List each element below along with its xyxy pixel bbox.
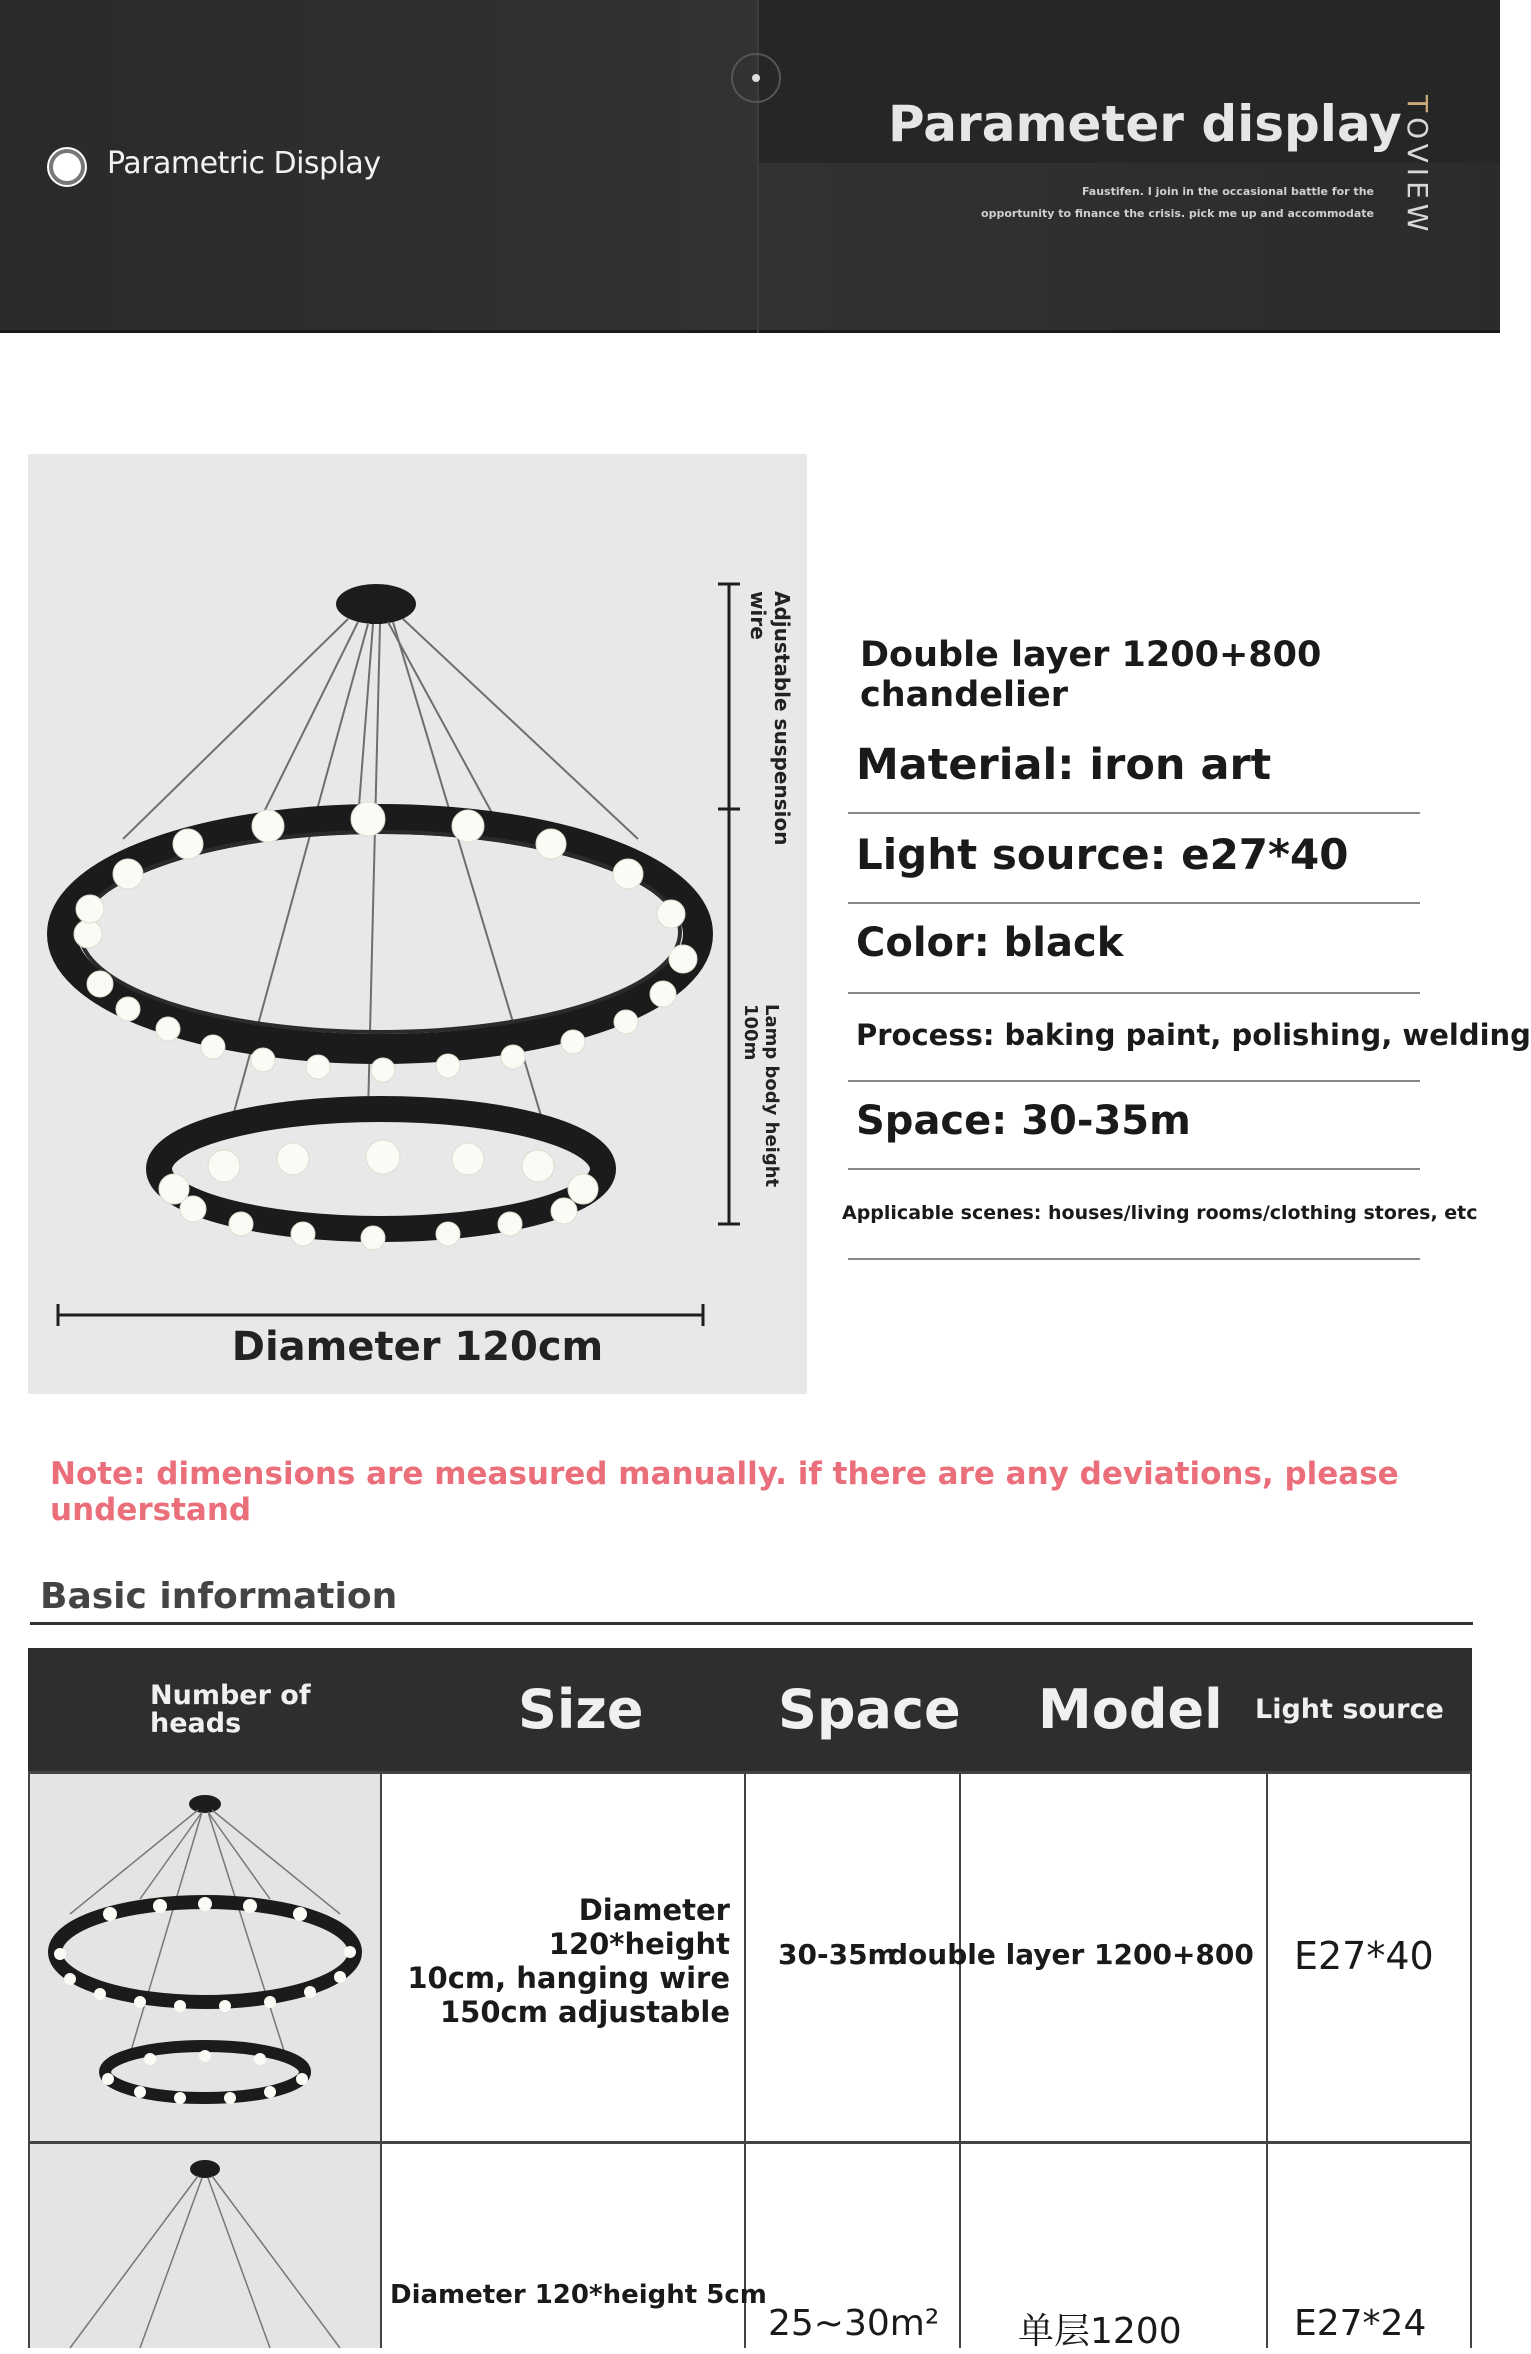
header-banner — [0, 0, 1500, 333]
col-divider — [959, 1771, 961, 2348]
header-space: Space — [778, 1678, 961, 1741]
row-2-model: 单层1200 — [1018, 2311, 1182, 2352]
spec-space-text: Space: 30-35m — [856, 1098, 1191, 1144]
spec-process-text: Process: baking paint, polishing, welding — [856, 1018, 1531, 1052]
spec-material-text: Material: iron art — [856, 740, 1272, 790]
body-height-dimension-label — [740, 1004, 782, 1224]
side-word-rest: OVIEW — [1401, 117, 1434, 237]
spec-process — [848, 996, 1531, 1082]
spec-space — [848, 1084, 1420, 1170]
header-size: Size — [518, 1678, 644, 1741]
row-2-light: E27*24 — [1294, 2303, 1427, 2344]
spec-scenes-text: Applicable scenes: houses/living rooms/clothing stores, etc — [842, 1202, 1478, 1224]
spec-color — [848, 906, 1420, 994]
body-height-label-line: Lamp body height — [761, 1004, 782, 1188]
col-divider — [1266, 1771, 1268, 2348]
row-1-product-image — [30, 1774, 380, 2141]
row-2-product-image — [30, 2144, 380, 2348]
row-1-model: double layer 1200+800 — [888, 1938, 1254, 1971]
center-dot-icon — [731, 53, 781, 103]
col-divider — [744, 1771, 746, 2348]
banner-divider — [757, 0, 759, 333]
row-2-size: Diameter 120*height 5cm — [390, 2280, 767, 2310]
diameter-label: Diameter 120cm — [231, 1324, 604, 1370]
row-1-size-line: 150cm adjustable — [439, 1995, 730, 2029]
row-1-size-line: 10cm, hanging wire — [407, 1961, 730, 1995]
row-2-space: 25~30m² — [768, 2303, 940, 2344]
body-height-label-line: 100m — [740, 1004, 761, 1061]
spec-color-text: Color: black — [856, 920, 1124, 966]
basic-info-table — [28, 1648, 1472, 2352]
col-divider — [380, 1771, 382, 2348]
banner-side-word — [1400, 95, 1434, 235]
section-divider — [30, 1622, 1473, 1625]
radio-dot-icon — [49, 149, 85, 185]
side-word-first-letter: T — [1401, 95, 1434, 118]
col-divider — [1470, 1771, 1472, 2348]
header-light-source: Light source — [1255, 1694, 1444, 1725]
measurement-note: Note: dimensions are measured manually. if there are any deviations, please understand — [50, 1456, 1399, 1528]
banner-right-title: Parameter display — [888, 95, 1402, 153]
row-1-light: E27*40 — [1294, 1934, 1434, 1978]
product-image-panel — [28, 454, 807, 1394]
banner-blurb — [854, 181, 1374, 225]
banner-blurb-line: Faustifen. I join in the occasional battle for the — [1081, 185, 1374, 198]
header-model: Model — [1038, 1678, 1223, 1741]
spec-scenes — [842, 1172, 1478, 1260]
banner-blurb-line: opportunity to finance the crisis. pick me up and accommodate — [981, 207, 1374, 220]
row-1-space: 30-35m — [778, 1938, 897, 1971]
spec-title: Double layer 1200+800 chandelier — [860, 635, 1322, 715]
chandelier-illustration — [28, 454, 807, 1394]
spec-material — [848, 728, 1420, 814]
header-heads: Number of heads — [150, 1679, 311, 1739]
row-1-size — [388, 1893, 738, 2029]
spec-light-source — [848, 816, 1420, 904]
spec-light-source-text: Light source: e27*40 — [856, 830, 1349, 879]
wire-dimension-label: Adjustable suspension wire — [746, 591, 794, 846]
row-1-size-line: Diameter 120*height — [548, 1893, 730, 1961]
banner-left-title: Parametric Display — [107, 146, 381, 181]
section-title: Basic information — [40, 1576, 398, 1617]
